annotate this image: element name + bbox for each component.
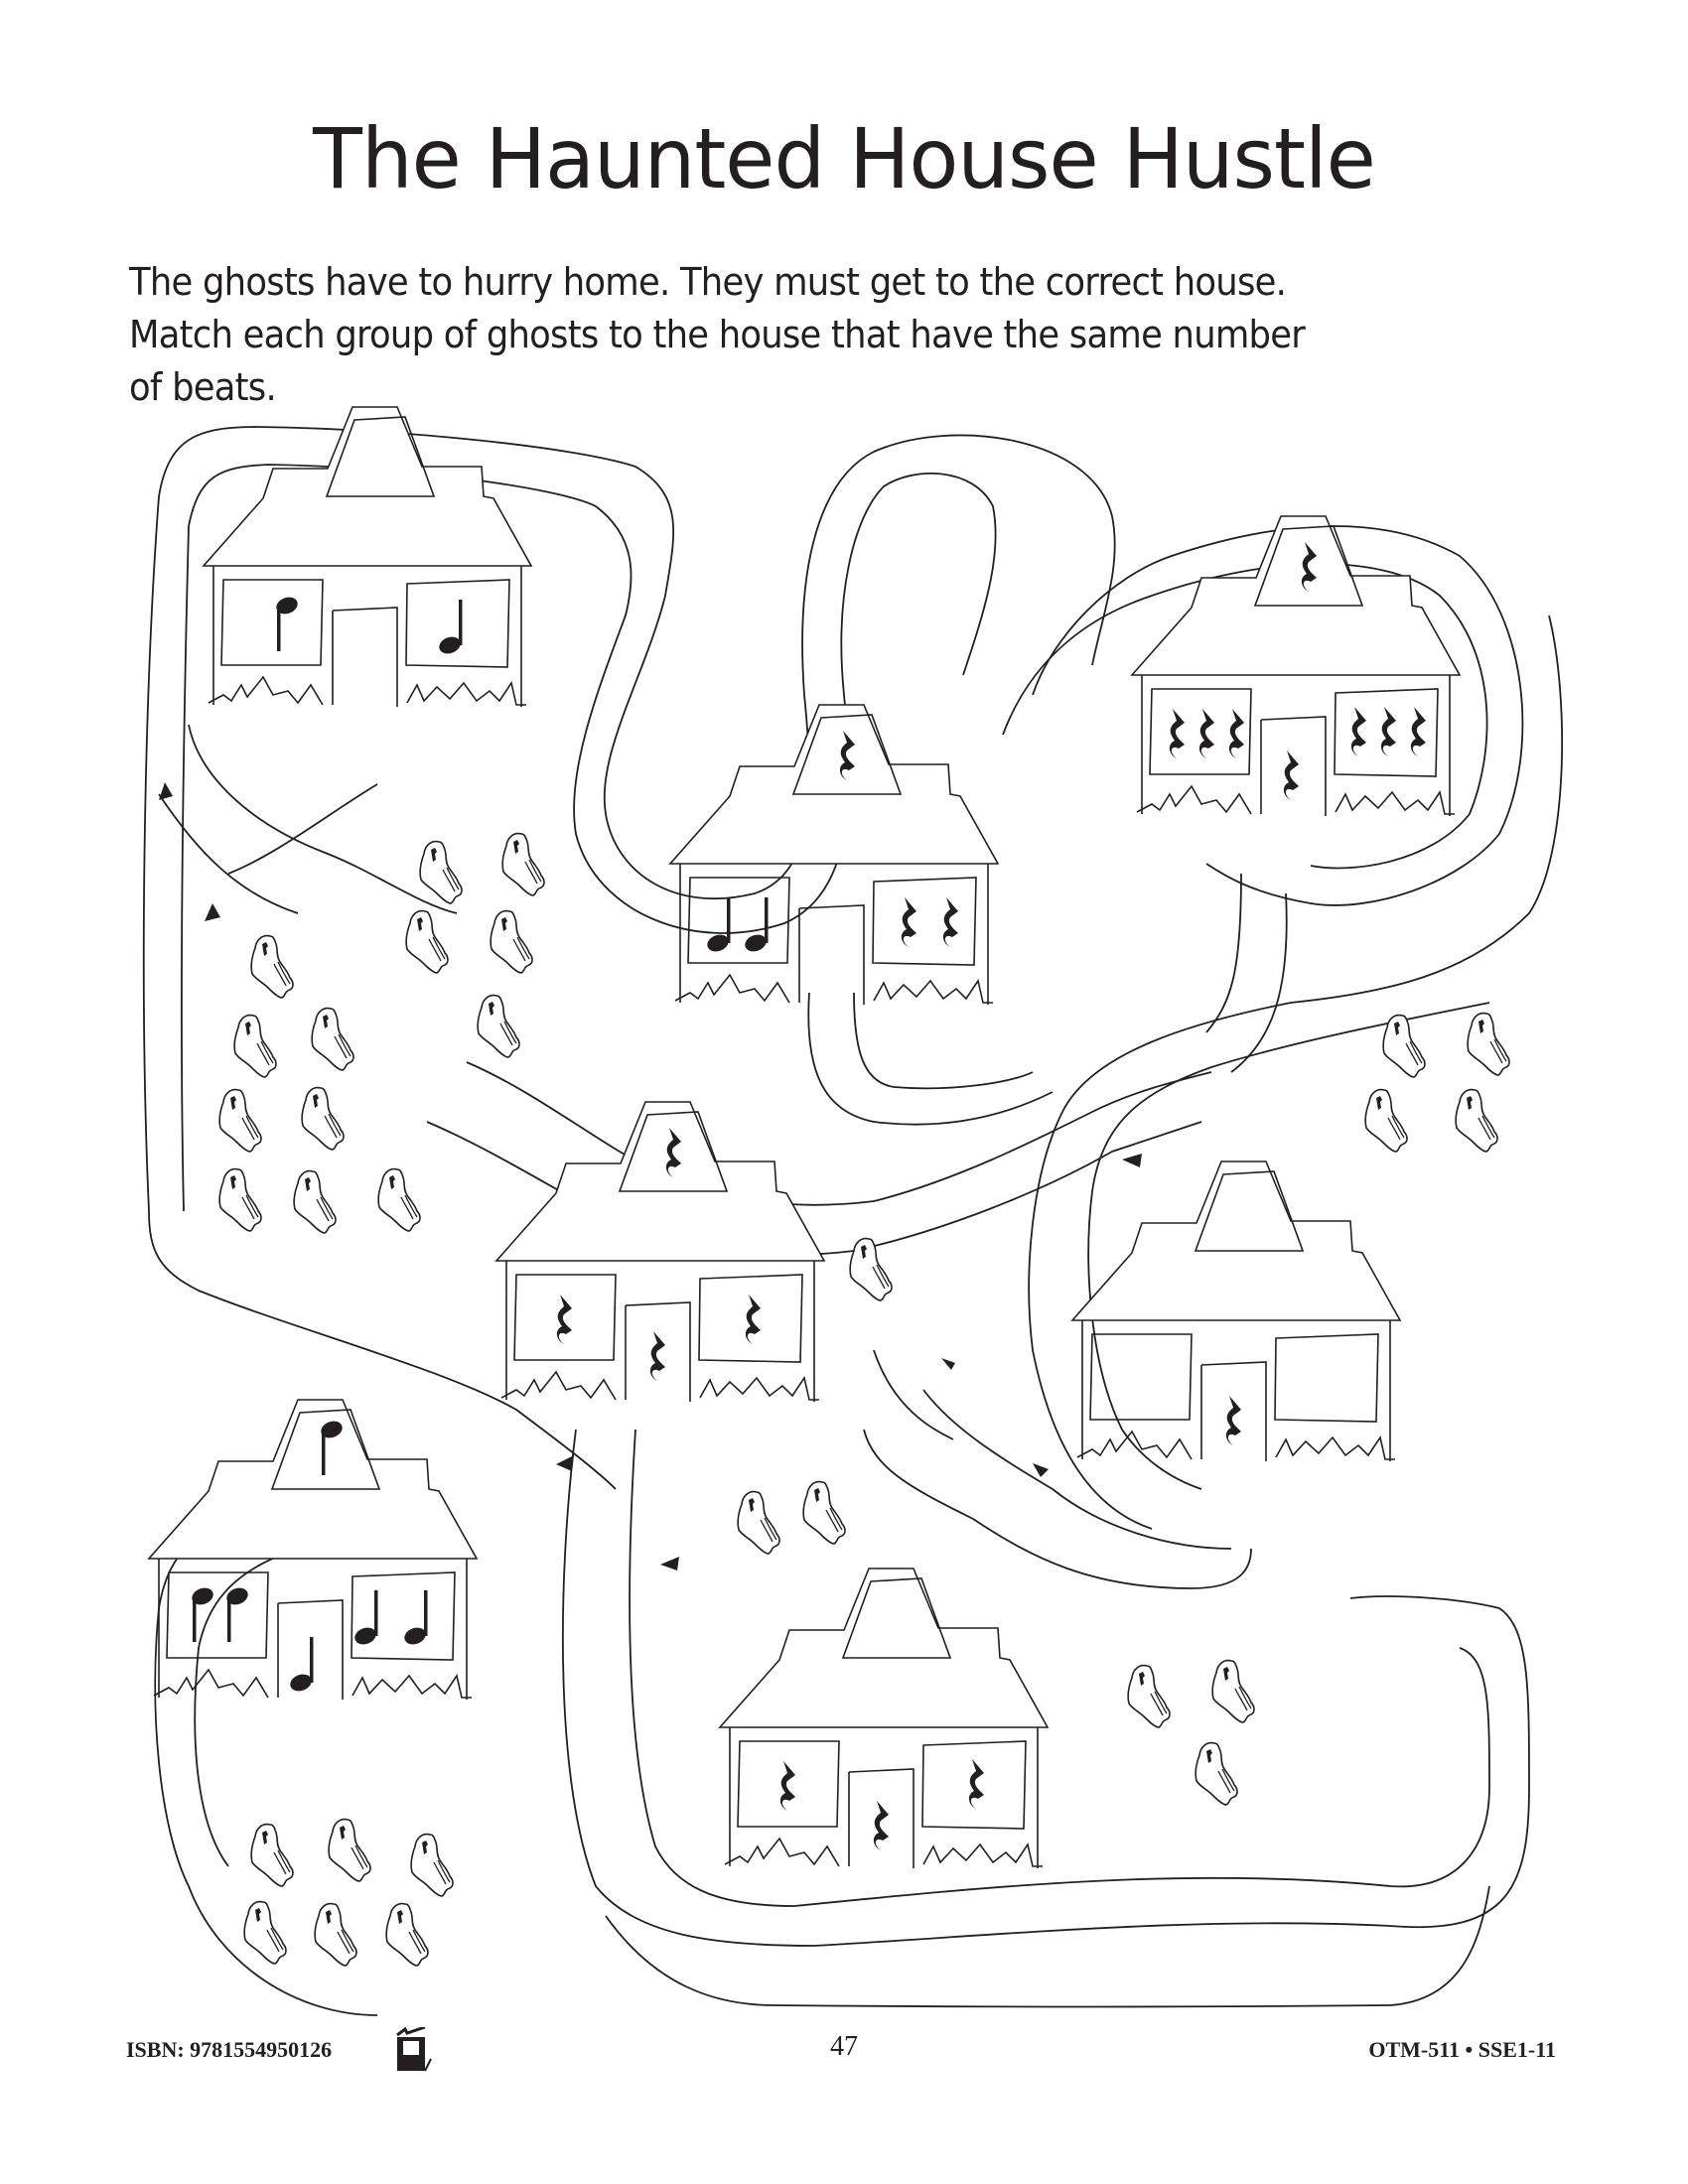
product-code: OTM-511 • SSE1-11 [1368,2037,1556,2062]
ghost-group-bottom-left [244,1820,453,1966]
isbn-label: ISBN: 9781554950126 [126,2037,333,2062]
house-top-center [670,705,998,1005]
instruction-line: Match each group of ghosts to the house that have the same number [129,313,1306,356]
page-title: The Haunted House Hustle [313,110,1375,207]
house-top-left [204,407,531,707]
arrow-icon [205,903,220,921]
arrow-icon [556,1455,574,1471]
arrow-icon [660,1557,679,1570]
page-number: 47 [830,2031,858,2062]
arrow-icon [159,782,173,800]
house-bottom-center [720,1569,1048,1868]
arrow-icon [941,1358,955,1370]
arrow-icon [1122,1154,1142,1167]
house-middle-center [496,1102,824,1402]
ghost-group-left [219,936,420,1233]
ghost-group-lower-right [1128,1661,1254,1805]
ghost-group-center-pair [738,1482,845,1554]
ghost-group-right [1365,1014,1509,1152]
arrow-icon [1033,1463,1049,1477]
house-top-right [1132,516,1460,816]
ghost-group-center-single [850,1239,892,1300]
ghost-group-upper-middle [406,834,544,1057]
instruction-line: The ghosts have to hurry home. They must get to the correct house. [129,260,1287,304]
instruction-line: of beats. [129,365,276,409]
house-middle-right [1072,1161,1400,1461]
